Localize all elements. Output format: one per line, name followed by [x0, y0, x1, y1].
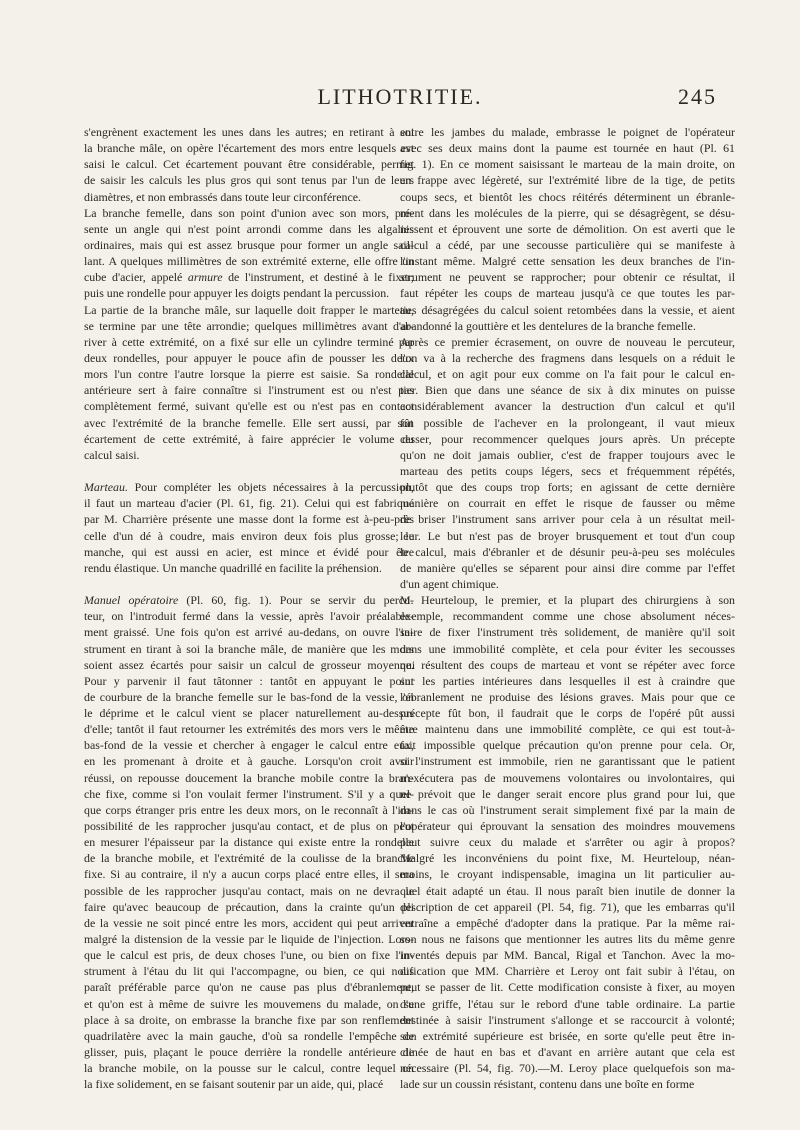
text-line: fixe. Si au contraire, il n'y a aucun corps placé entre elles, il sera: [84, 867, 414, 882]
text-line: être maintenu dans une immobilité complète, ce qui est tout-à-: [400, 722, 735, 737]
text-line: [84, 576, 414, 592]
text-line: entre les jambes du malade, embrasse le poignet de l'opérateur: [400, 125, 735, 139]
text-line: et qu'on est à même de suivre les mouvemens du malade, on se: [84, 996, 414, 1011]
text-line: leur. Le but n'est pas de broyer brusquement et tout d'un coup: [400, 528, 735, 543]
text-line: marteau des petits coups légers, secs et fréquemment répétés,: [400, 463, 735, 478]
text-line: l'on va à la recherche des fragmens dans lesquels on a réduit le: [400, 350, 735, 365]
text-line: son extrémité supérieure est brisée, en sorte qu'elle peut être in-: [400, 1028, 735, 1043]
text-line: deux rondelles, pour appuyer le pouce afin de pousser les deux: [84, 350, 414, 365]
text-line: écartement de cette extrémité, à faire apprécier le volume du: [84, 431, 414, 446]
text-line: cube d'acier, appelé armure de l'instrument, et destiné à le fixer;: [84, 270, 414, 285]
text-line: précepte fût bon, il faudrait que le corps de l'opéré pût aussi: [400, 706, 735, 721]
text-line: abandonné la gouttière et les dentelures de la branche femelle.: [400, 318, 696, 333]
text-line: inventés depuis par MM. Bancal, Rigal et Tanchon. Avec la mo-: [400, 948, 735, 963]
text-line: complètement fermé, suivant qu'elle est ou n'est pas en contact: [84, 399, 414, 414]
text-line: saisi le calcul. Cet écartement pouvant être considérable, permet: [84, 157, 414, 172]
text-line: Pour y parvenir il faut tâtonner : tantôt en appuyant le point: [84, 673, 414, 688]
text-line: il faut un marteau d'acier (Pl. 61, fig. 21). Celui qui est fabriqué: [84, 496, 414, 511]
text-line: l'opérateur qui éprouvant la sensation des moindres mouvemens: [400, 819, 735, 834]
text-line: n'exécutera pas de mouvemens volontaires ou involontaires, qui: [400, 770, 735, 785]
text-line: strument à l'étau du lit qui l'accompagne, ou bien, ce qui nous: [84, 964, 414, 979]
text-line: manche, qui est aussi en acier, est mince et évidé pour être: [84, 544, 414, 559]
text-line: de saisir les calculs les plus gros qui sont tenus par l'un de leurs: [84, 173, 414, 188]
text-line: ties désagrégées du calcul soient retombées dans la vessie, et aient: [400, 302, 735, 317]
text-line: peut suivre ceux du malade et s'arrêter ou agir à propos?: [400, 835, 735, 850]
text-line: en les promenant à droite et à gauche. Lorsqu'on croit avoir: [84, 754, 414, 769]
text-line: lade sur un coussin résistant, contenu dans une boîte en forme: [400, 1077, 695, 1092]
text-line: calcul, et on agit pour eux comme on l'a fait pour le calcul en-: [400, 367, 735, 382]
text-line: Après ce premier écrasement, on ouvre de nouveau le percuteur,: [400, 334, 735, 349]
text-line: celle d'un dé à coudre, mais environ deux fois plus grosse; le: [84, 528, 414, 543]
text-line: en frappe avec légèreté, sur l'extrémité libre de la tige, de petits: [400, 173, 735, 188]
text-line: mors l'un contre l'autre lorsque la pierre est saisie. Sa rondelle: [84, 367, 414, 382]
text-line: considérablement avancer la destruction d'un calcul et qu'il: [400, 399, 735, 414]
text-line: avec ses deux mains dont la paume est tournée en haut (Pl. 61: [400, 141, 735, 156]
text-line: glisser, puis, plaçant le pouce derrière la rondelle antérieure de: [84, 1045, 414, 1060]
text-line: cesser, pour recommencer quelques jours après. Un précepte: [400, 431, 735, 446]
text-line: river à cette extrémité, on a fixé sur elle un cylindre terminé par: [84, 334, 414, 349]
text-line: puis une rondelle pour appuyer les doigts pendant la percussion.: [84, 286, 390, 301]
text-line: la branche mobile, on la pousse sur le calcul, contre lequel on: [84, 1061, 414, 1076]
text-line: quadrilatère avec la main gauche, d'où sa rondelle l'empêche de: [84, 1028, 414, 1043]
text-line: de la vessie ne soit pincé entre les mors, accident qui peut arriver: [84, 915, 414, 930]
text-line: description de cet appareil (Pl. 54, fig. 71), que les embarras qu'il: [400, 899, 735, 914]
text-line: malgré la distension de la vessie par le liquide de l'injection. Lors-: [84, 932, 414, 947]
text-line: La partie de la branche mâle, sur laquelle doit frapper le marteau,: [84, 302, 414, 317]
text-line: son nous ne faisons que mentionner les autres lits du même genre: [400, 932, 735, 947]
text-line: place à sa droite, on embrasse la branche fixe par son renflement: [84, 1012, 414, 1027]
text-line: soient assez écartés pour saisir un calcul de grosseur moyenne.: [84, 657, 414, 672]
text-line: dans le cas où l'instrument serait simplement fixé par la main de: [400, 802, 735, 817]
text-line: possible de les rapprocher jusqu'au contact, mais on ne devra le: [84, 883, 414, 898]
text-line: clinée de haut en bas et d'avant en arrière autant que cela est: [400, 1045, 735, 1060]
text-line: se termine par une tête arrondie; quelques millimètres avant d'ar-: [84, 318, 414, 333]
text-line: manière on courrait en effet le risque de fausser ou même: [400, 496, 735, 511]
text-line: la fixe solidement, en se faisant soutenir par un aide, qui, placé: [84, 1077, 384, 1092]
text-line: qui résultent des coups de marteau et vont se répéter avec force: [400, 657, 735, 672]
text-line: l'ébranlement ne produise des lésions graves. Mais pour que ce: [400, 689, 735, 704]
text-line: s'engrènent exactement les unes dans les autres; en retirant à soi: [84, 125, 414, 139]
text-line: moins, le croyant indispensable, imagina un lit particulier au-: [400, 867, 735, 882]
text-line: de courbure de la branche femelle sur le bas-fond de la vessie, on: [84, 689, 414, 704]
text-line: paraît préférable parce qu'on ne cause pas plus d'ébranlement,: [84, 980, 414, 995]
running-head: [0, 84, 800, 114]
text-line: ment dans les molécules de la pierre, qui se désagrègent, se désu-: [400, 205, 735, 220]
text-line: ment graissé. Une fois qu'on est arrivé au-dedans, on ouvre l'in-: [84, 625, 414, 640]
text-line: exemple, recommandent comme une chose absolument néces-: [400, 609, 735, 624]
text-line: La branche femelle, dans son point d'union avec son mors, pré-: [84, 205, 414, 220]
text-line: saire de fixer l'instrument très solidement, de manière qu'il soit: [400, 625, 735, 640]
text-line: strument en tirant à soi la branche mâle, de manière que les mors: [84, 641, 414, 656]
text-line: sur les parties intérieures dans lesquelles il est à craindre que: [400, 673, 735, 688]
text-line: antérieure sert à faire connaître si l'instrument est ou n'est pas: [84, 383, 414, 398]
text-line: dification que MM. Charrière et Leroy ont fait subir à l'étau, on: [400, 964, 735, 979]
text-line: par M. Charrière présente une masse dont la forme est à-peu-près: [84, 512, 414, 527]
text-line: nissent et éprouvent une sorte de démolition. On est averti que le: [400, 221, 735, 236]
text-line: diamètres, et non embrassés dans toute leur circonférence.: [84, 189, 362, 204]
text-line: entraîne a empêché d'adopter dans la pratique. Par la même rai-: [400, 915, 735, 930]
text-line: Marteau. Pour compléter les objets nécessaires à la percussion,: [84, 480, 414, 495]
text-line: [84, 463, 414, 479]
text-line: dans une immobilité complète, et cela pour éviter les secousses: [400, 641, 735, 656]
text-line: que le calcul est pris, de deux choses l'une, ou bien on fixe l'in-: [84, 948, 414, 963]
text-line: calcul a cédé, par une secousse particulière qui se manifeste à: [400, 237, 735, 252]
text-line: qu'on ne doit jamais oublier, c'est de frapper toujours avec le: [400, 447, 735, 462]
text-line: que corps étranger pris entre les deux mors, on le reconnaît à l'im-: [84, 802, 414, 817]
text-line: coups secs, et bientôt les chocs réitérés déterminent un ébranle-: [400, 189, 735, 204]
text-line: possibilité de les rapprocher jusqu'au contact, et de plus on peut: [84, 819, 414, 834]
text-line: ne prévoit que le danger serait encore plus grand pour lui, que: [400, 786, 735, 801]
text-line: strument ne peuvent se rapprocher; pour obtenir ce résultat, il: [400, 270, 735, 285]
text-line: faut répéter les coups de marteau jusqu'à ce que toutes les par-: [400, 286, 735, 301]
page-title: LITHOTRITIE.: [317, 84, 483, 109]
text-line: destinée à saisir l'instrument s'allonge et se raccourcit à volonté;: [400, 1012, 735, 1027]
text-line: plutôt que des coups trop forts; en agissant de cette dernière: [400, 480, 735, 495]
text-line: avec l'extrémité de la branche femelle. Elle sert aussi, par son: [84, 415, 414, 430]
text-line: rendu élastique. Un manche quadrillé en facilite la préhension.: [84, 560, 382, 575]
text-line: nécessaire (Pl. 54, fig. 70).—M. Leroy place quelquefois son ma-: [400, 1061, 735, 1076]
text-line: Manuel opératoire (Pl. 60, fig. 1). Pour se servir du percu-: [84, 593, 414, 608]
text-line: sente un angle qui n'est point arrondi comme dans les algalies: [84, 221, 414, 236]
text-line: quel était adapté un étau. Il nous paraît bien inutile de donner la: [400, 883, 735, 898]
text-line: M. Heurteloup, le premier, et la plupart des chirurgiens à son: [400, 593, 735, 608]
right-text-column: [400, 124, 735, 1092]
text-line: de manière qu'elles se séparent pour ainsi dire comme par l'effet: [400, 560, 735, 575]
text-line: le calcul, mais d'ébranler et de désunir peu-à-peu ses molécules: [400, 544, 735, 559]
text-line: peut se passer de lit. Cette modification consiste à fixer, au moyen: [400, 980, 735, 995]
text-line: che fixe, comme si l'on voulait fermer l'instrument. S'il y a quel-: [84, 786, 414, 801]
text-line: bas-fond de la vessie et chercher à engager le calcul entre eux,: [84, 738, 414, 753]
text-line: de la branche mobile, et l'extrémité de la coulisse de la branche: [84, 851, 414, 866]
text-line: d'une griffe, l'étau sur le rebord d'une table ordinaire. La partie: [400, 996, 735, 1011]
text-line: fait impossible quelque précaution qu'on prenne pour cela. Or,: [400, 738, 735, 753]
text-line: teur, on l'introduit fermé dans la vessie, après l'avoir préalable-: [84, 609, 414, 624]
text-line: calcul saisi.: [84, 447, 140, 462]
text-line: d'un agent chimique.: [400, 576, 499, 591]
text-line: ordinaires, mais qui est assez brusque pour former un angle sail-: [84, 237, 414, 252]
text-line: réussi, on repousse doucement la branche mobile contre la bran-: [84, 770, 414, 785]
text-line: fig. 1). En ce moment saisissant le marteau de la main droite, on: [400, 157, 735, 172]
text-line: l'instant même. Malgré cette sensation les deux branches de l'in-: [400, 254, 735, 269]
text-line: Malgré les inconvéniens du point fixe, M. Heurteloup, néan-: [400, 851, 735, 866]
left-text-column: [84, 124, 414, 1092]
text-line: lant. A quelques millimètres de son extrémité externe, elle offre un: [84, 254, 414, 269]
text-line: de briser l'instrument sans arriver pour cela à un résultat meil-: [400, 512, 735, 527]
page-number: 245: [678, 84, 717, 109]
text-line: tier. Bien que dans une séance de six à dix minutes on puisse: [400, 383, 735, 398]
text-line: la branche mâle, on opère l'écartement des mors entre lesquels est: [84, 141, 414, 156]
text-line: en mesurer l'épaisseur par la distance qui existe entre la rondelle: [84, 835, 414, 850]
text-line: le déprime et le calcul vient se placer naturellement au-dessus: [84, 706, 414, 721]
text-line: si l'instrument est immobile, rien ne garantissant que le patient: [400, 754, 735, 769]
text-line: fût possible de l'achever en la prolongeant, il vaut mieux: [400, 415, 735, 430]
text-line: faire qu'avec beaucoup de précaution, dans la crainte qu'un pli: [84, 899, 414, 914]
text-line: d'elle; tantôt il faut retourner les extrémités des mors vers le même: [84, 722, 414, 737]
